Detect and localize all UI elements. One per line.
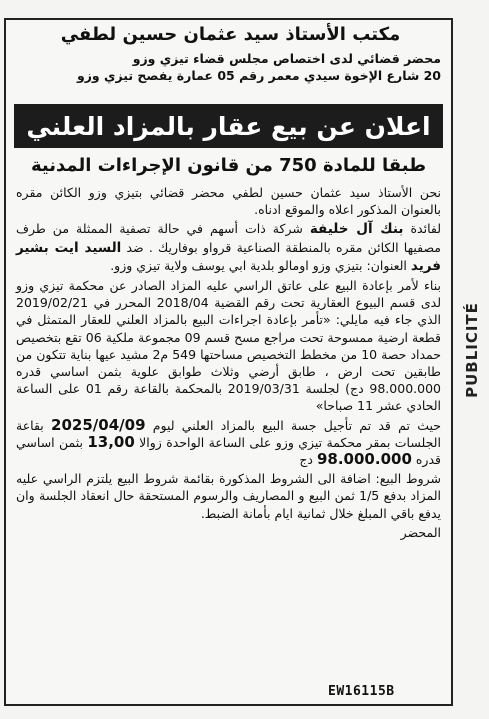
notice-body bbox=[16, 184, 441, 543]
beneficiary-bank: بنك آل خليفة bbox=[309, 221, 404, 238]
legal-reference: طبقا للمادة 750 من قانون الإجراءات المدنية bbox=[30, 155, 427, 176]
price-label: بثمن اساسي قدره bbox=[16, 434, 441, 468]
notice-frame bbox=[4, 18, 453, 706]
defendant-name: السيد ايت بشير فريد bbox=[16, 239, 441, 274]
side-label bbox=[458, 270, 486, 430]
paragraph-order: بناء لأمر بإعادة البيع على عاتق الراسي عليه المزاد الصادر عن محكمة تيزي وزو لدى قسم البيوع العقارية تحت رقم القضية 2018/04 المحرر في 2019/02/21 الذي جاء فيه مايلي: «تأمر بإعادة اجراءات البيع بالمزاد العلني للعقار المتمثل في قطعة ارضية ممسوحة تحت مراجع مسح قسم 09 مجموعة ملكية 06 تقع بتخصيص حمداد حصة 10 من مخطط التخصيص مساحتها 549 م2 مشيد عيها بناية تتكون من طابقين تحت ارض ، طابق أرضي وثلاث طوابق علوية بثمن اساسي قدره 98.000.000 دج) لجلسة 2019/03/31 بالمحكمة بالقاعة رقم 01 على الساعة الحادي عشر 11 صباحا» bbox=[16, 278, 442, 414]
postponement-prefix: حيث تم قد تم تأجيل جسة البيع بالمزاد العلني ليوم bbox=[152, 417, 441, 433]
defendant-address: العنوان: بتيزي وزو اومالو بلدية ابي يوسف ولاية تيزي وزو. bbox=[110, 257, 407, 273]
court-line: محضر قضائي لدى اختصاص مجلس قضاء تيزي وزو bbox=[132, 51, 441, 66]
notice-title-banner bbox=[14, 104, 443, 148]
beneficiary-text: شركة ذات أسهم في حالة تصفية الممثلة من طرف مصفيها الكائن مقره بالمنطقة الصناعية قرواو بوفاريك . ضد bbox=[16, 221, 441, 255]
signature: المحضر bbox=[400, 524, 441, 540]
beneficiary-prefix: لفائدة bbox=[410, 221, 442, 237]
paragraph-beneficiary bbox=[16, 220, 441, 275]
office-details bbox=[20, 50, 441, 84]
publicite-label: PUBLICITÉ bbox=[463, 302, 482, 398]
sale-time: 13,00 bbox=[87, 432, 135, 451]
currency: دج bbox=[299, 452, 313, 468]
reference-code: EW16115B bbox=[328, 684, 395, 699]
sale-date: 2025/04/09 bbox=[51, 415, 146, 434]
notice-title: اعلان عن بيع عقار بالمزاد العلني bbox=[26, 111, 431, 141]
paragraph-conditions: شروط البيع: اضافة الى الشروط المذكورة بقائمة شروط البيع يلتزم الراسي عليه المزاد بدفع 1/5 ثمن البيع و المصاريف والرسوم المستحقة حال انعقاد الجلسة وان يدفع باقي المبلغ خلال ثمانية ايام بأمانة الضبط. bbox=[16, 471, 441, 521]
paragraph-postponement bbox=[16, 417, 441, 469]
base-price: 98.000.000 bbox=[316, 450, 412, 469]
office-name: مكتب الأستاذ سيد عثمان حسين لطفي bbox=[60, 24, 401, 45]
sale-location: بقاعة الجلسات بمقر محكمة تيزي وزو على الساعة الواحدة زوالا bbox=[16, 417, 441, 450]
address-line: 20 شارع الإخوة سيدي معمر رقم 05 عمارة يفصح تيزي وزو bbox=[76, 68, 441, 83]
paragraph-bailiff: نحن الأستاذ سيد عثمان حسين لطفي محضر قضائي بتيزي وزو الكائن مقره بالعنوان المذكور اعلاه والموقع ادناه. bbox=[16, 185, 441, 218]
